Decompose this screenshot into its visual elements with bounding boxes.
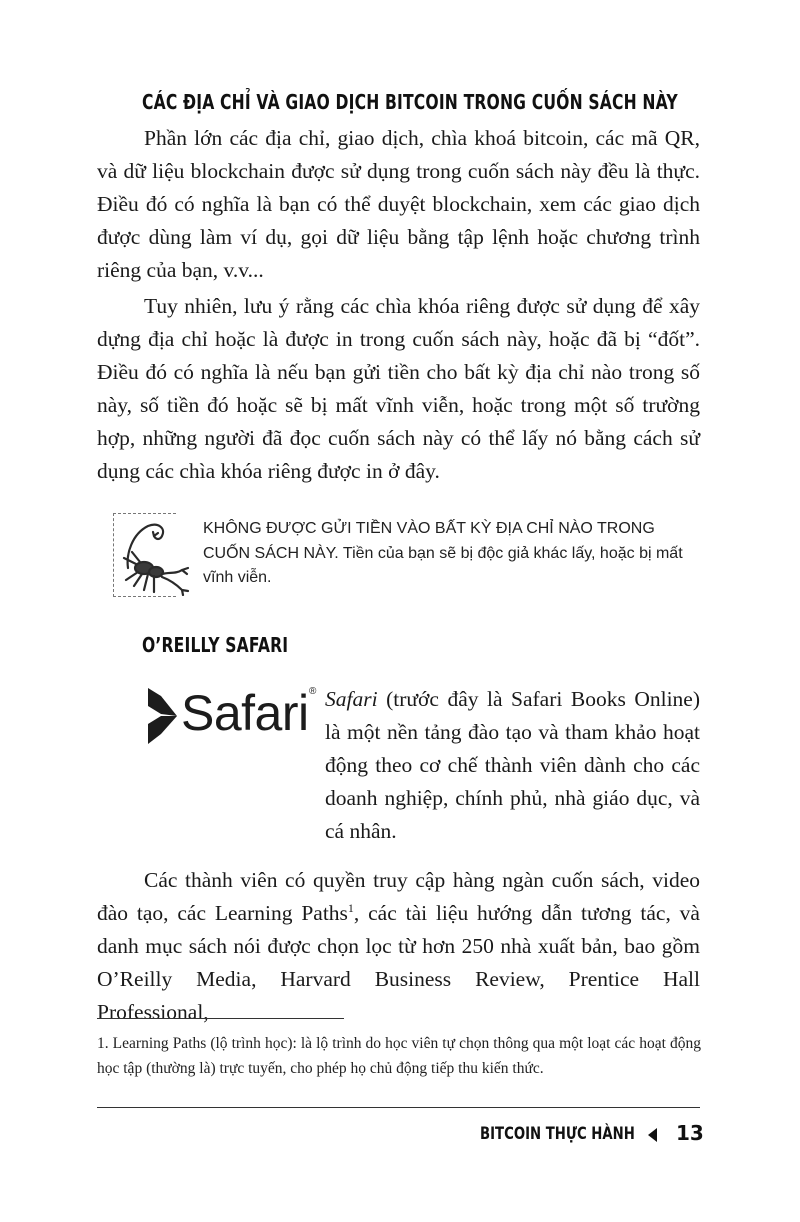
section-heading-oreilly-safari: O’REILLY SAFARI (142, 633, 289, 657)
footnote-ref: 1 (347, 900, 354, 915)
footer-divider (97, 1107, 700, 1108)
warning-caps-text: KHÔNG ĐƯỢC GỬI TIỀN VÀO BẤT KỲ ĐỊA CHỈ NÀO TRONG CUỐN SÁCH NÀY. (203, 520, 655, 562)
safari-logo-wordmark: Safari (181, 685, 309, 741)
scorpion-icon (113, 513, 176, 597)
safari-italic-name: Safari (325, 687, 378, 711)
safari-arrow-icon (145, 684, 181, 750)
paragraph-real-data (97, 122, 700, 287)
paragraph-members-access-text-a: Các thành viên có quyền truy cập hàng ngàn cuốn sách, video đào tạo, các Learning Paths (97, 868, 700, 925)
paragraph-safari-description (325, 683, 700, 848)
paragraph-real-data-text: Phần lớn các địa chỉ, giao dịch, chìa khoá bitcoin, các mã QR, và dữ liệu blockchain được sử dụng trong cuốn sách này đều là thực. Điều đó có nghĩa là bạn có thể duyệt blockchain, xem các giao dịch được dùng làm ví dụ, gọi dữ liệu bằng tập lệnh hoặc chương trình riêng của bạn, v.v... (97, 126, 700, 282)
footnote-divider (97, 1018, 344, 1019)
warning-rest-text: Tiền của bạn sẽ bị độc giả khác lấy, hoặc bị mất vĩnh viễn. (203, 544, 683, 586)
triangle-left-icon (648, 1128, 657, 1142)
paragraph-members-access-text-b: , các tài liệu hướng dẫn tương tác, và danh mục sách nói được chọn lọc từ hơn 250 nhà xuất bản, bao gồm O’Reilly Media, Harvard Business Review, Prentice Hall Professional, (97, 901, 700, 1024)
section-heading-bitcoin-addresses: CÁC ĐỊA CHỈ VÀ GIAO DỊCH BITCOIN TRONG CUỐN SÁCH NÀY (142, 90, 678, 114)
footnote: 1. Learning Paths (lộ trình học): là lộ trình do học viên tự chọn thông qua một loạt các hoạt động học tập (thường là) trực tuyến, cho phép họ chủ động tiếp thu kiến thức. (97, 1035, 701, 1077)
page-number: 13 (676, 1121, 704, 1145)
safari-logo (145, 684, 320, 754)
paragraph-private-keys-text: Tuy nhiên, lưu ý rằng các chìa khóa riêng được sử dụng để xây dựng địa chỉ hoặc là được in trong cuốn sách này, hoặc đã bị “đốt”. Điều đó có nghĩa là nếu bạn gửi tiền cho bất kỳ địa chỉ nào trong số này, số tiền đó hoặc sẽ bị mất vĩnh viễn, hoặc trong một số trường hợp, những người đã đọc cuốn sách này có thể lấy nó bằng cách sử dụng các chìa khóa riêng được in ở đây. (97, 294, 700, 483)
paragraph-private-keys (97, 290, 700, 488)
warning-note (203, 517, 703, 591)
running-footer-title: BITCOIN THỰC HÀNH (480, 1124, 635, 1144)
registered-mark: ® (309, 686, 317, 697)
paragraph-safari-description-text: (trước đây là Safari Books Online) là một nền tảng đào tạo và tham khảo hoạt động theo cơ chế thành viên dành cho các doanh nghiệp, chính phủ, nhà giáo dục, và cá nhân. (325, 687, 701, 843)
paragraph-members-access (97, 864, 700, 1029)
